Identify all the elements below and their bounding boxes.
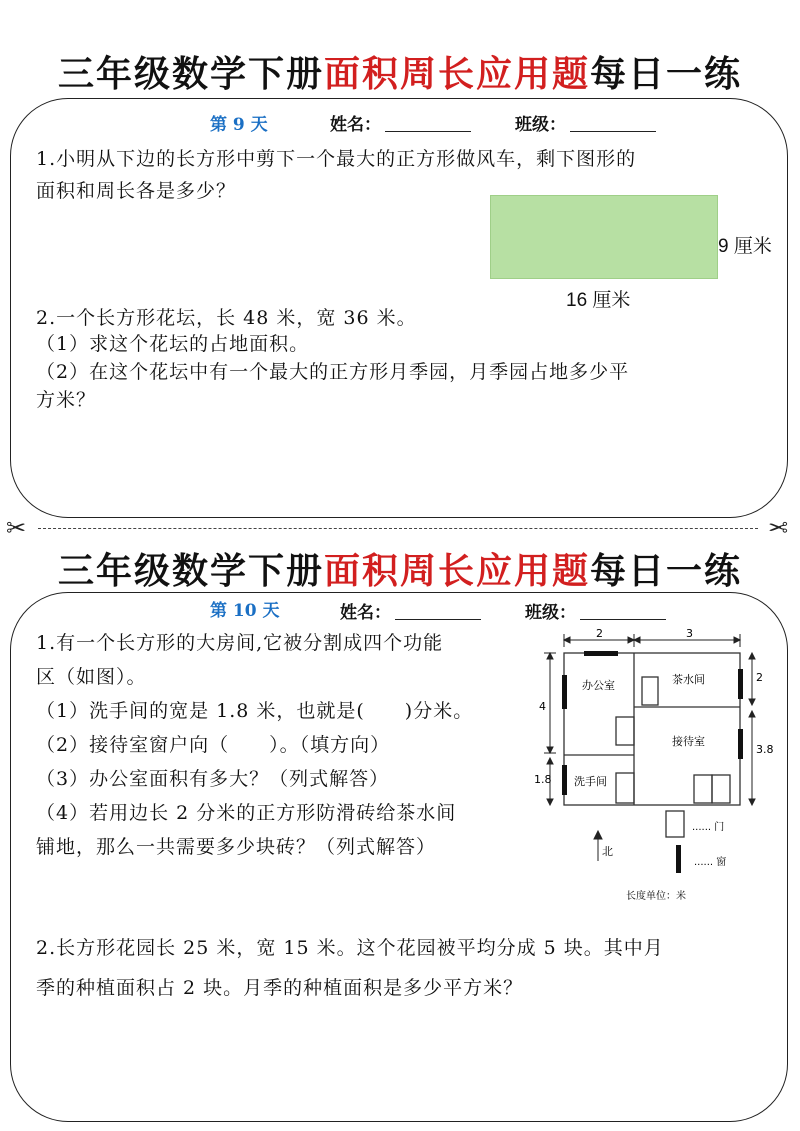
question-text: （2）在这个花坛中有一个最大的正方形月季园，月季园占地多少平 — [36, 361, 630, 383]
dim-left-small: 1.8 — [534, 773, 552, 786]
title-prefix: 三年级数学下册 — [57, 550, 324, 592]
dim-top-right: 3 — [686, 627, 693, 640]
day-label-2 — [210, 596, 280, 621]
scissors-icon: ✂ — [768, 514, 789, 542]
class-label: 班级： — [525, 603, 576, 623]
title-prefix: 三年级数学下册 — [57, 53, 324, 95]
scissors-icon: ✂ — [6, 514, 27, 542]
cut-line — [38, 528, 758, 529]
green-rectangle — [490, 195, 718, 279]
legend-door: ...... 门 — [692, 822, 725, 833]
question-text: 2.一个长方形花坛，长 48 米，宽 36 米。 — [36, 307, 417, 329]
north-arrow-icon — [594, 831, 602, 861]
question-text: 铺地，那么一共需要多少块砖？（列式解答） — [36, 836, 437, 858]
class-label: 班级： — [515, 115, 566, 135]
question-text: （1）洗手间的宽是 1.8 米，也就是( )分米。 — [36, 700, 474, 722]
question-text: 方米？ — [36, 389, 97, 411]
class-field-1 — [515, 110, 656, 135]
name-blank[interactable] — [385, 115, 471, 132]
question-text: 区（如图）。 — [36, 666, 147, 688]
name-field-2 — [340, 598, 481, 623]
name-blank[interactable] — [395, 603, 481, 620]
rect-height-label: 9 厘米 — [718, 236, 772, 257]
question-2-1 — [36, 626, 473, 864]
top-dimensions — [564, 634, 740, 647]
question-text: 1.小明从下边的长方形中剪下一个最大的正方形做风车，剩下图形的 — [36, 148, 637, 170]
class-blank[interactable] — [580, 603, 666, 620]
room-office: 办公室 — [582, 679, 615, 692]
title-suffix: 每日一练 — [590, 550, 743, 592]
room-washroom: 洗手间 — [574, 775, 607, 788]
question-text: （1）求这个花坛的占地面积。 — [36, 333, 310, 355]
legend-window: ...... 窗 — [694, 857, 727, 868]
day-number: 第 10 天 — [210, 601, 280, 621]
question-1-2 — [36, 302, 629, 416]
day-label-1 — [210, 110, 268, 135]
question-text: （3）办公室面积有多大？（列式解答） — [36, 768, 390, 790]
question-text: （2）接待室窗户向（ ）。（填方向） — [36, 734, 391, 756]
question-2-2 — [36, 928, 664, 1008]
dim-top-left: 2 — [596, 627, 603, 640]
question-text: （4）若用边长 2 分米的正方形防滑砖给茶水间 — [36, 802, 457, 824]
floor-plan-diagram — [530, 625, 780, 915]
title-highlight: 面积周长应用题 — [323, 550, 590, 592]
question-text: 1.有一个长方形的大房间,它被分割成四个功能 — [36, 632, 444, 654]
question-text: 面积和周长各是多少？ — [36, 180, 237, 202]
rect-width-label: 16 厘米 — [566, 290, 631, 311]
room-tea: 茶水间 — [672, 673, 705, 686]
page-title-1 — [0, 46, 800, 97]
question-text: 2.长方形花园长 25 米，宽 15 米。这个花园被平均分成 5 块。其中月 — [36, 937, 664, 959]
question-text: 季的种植面积占 2 块。月季的种植面积是多少平方米？ — [36, 977, 524, 999]
day-number: 第 9 天 — [210, 115, 268, 135]
title-highlight: 面积周长应用题 — [323, 53, 590, 95]
title-suffix: 每日一练 — [590, 53, 743, 95]
dim-right-top: 2 — [756, 671, 763, 684]
name-label: 姓名： — [330, 115, 381, 135]
dim-right-bottom: 3.8 — [756, 743, 774, 756]
name-label: 姓名： — [340, 603, 391, 623]
right-dimensions — [749, 653, 755, 805]
dim-left: 4 — [539, 700, 546, 713]
name-field-1 — [330, 110, 471, 135]
class-field-2 — [525, 598, 666, 623]
class-blank[interactable] — [570, 115, 656, 132]
page-title-2 — [0, 543, 800, 594]
unit-label: 长度单位：米 — [626, 891, 686, 902]
room-reception: 接待室 — [672, 735, 705, 748]
north-label: 北 — [602, 845, 613, 858]
